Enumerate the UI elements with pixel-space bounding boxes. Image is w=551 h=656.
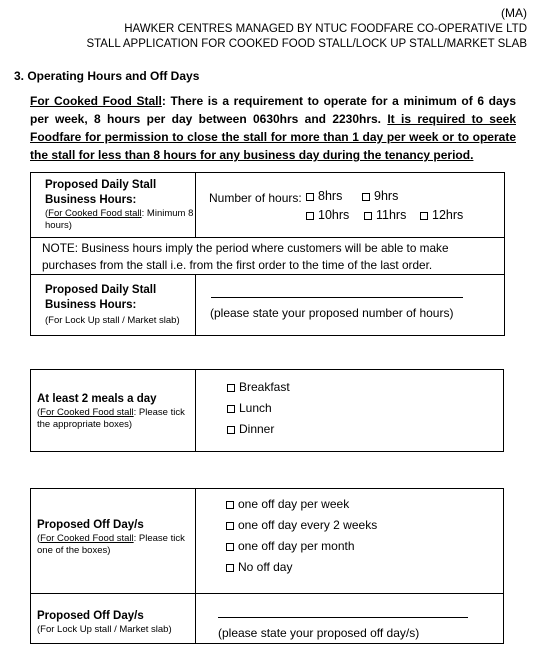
label-line: Business Hours: [45,299,137,311]
option-off-month[interactable]: one off day per month [226,536,503,557]
checkbox[interactable] [362,193,370,201]
business-hours-options-cell [196,173,505,238]
option-lunch[interactable]: Lunch [227,398,503,419]
off-days-label: Proposed Off Day/s [37,610,144,622]
business-hours-table [30,172,505,336]
off-days-table [30,488,504,644]
option-9hrs[interactable]: 9hrs [362,189,398,203]
section-title: 3. Operating Hours and Off Days [14,69,200,83]
document-title: STALL APPLICATION FOR COOKED FOOD STALL/LOCK UP STALL/MARKET SLAB [86,38,527,50]
label-note: (For Cooked Food stall: Please tick the appropriate boxes) [37,407,185,430]
option-off-2-weeks[interactable]: one off day every 2 weeks [226,515,503,536]
checkbox[interactable] [226,501,234,509]
checkbox[interactable] [306,193,314,201]
option-8hrs[interactable]: 8hrs [306,189,342,203]
business-hours-note: NOTE: Business hours imply the period where customers will be able to make purchases from the stall i.e. from the first order to the time of the last order. [31,238,505,275]
off-days-entry-line[interactable] [218,617,468,618]
intro-requirement: It is required to seek Foodfare for permission to close the stall for more than 1 day per week or to operate the stall for less than 8 hours for any business day during the tenancy period. [30,112,516,162]
label-line: Proposed Daily Stall [45,284,157,296]
checkbox[interactable] [227,384,235,392]
section-intro [30,92,516,164]
form-code: (MA) [501,6,527,20]
option-no-off-day[interactable]: No off day [226,557,503,578]
label-line: Business Hours: [45,194,137,206]
label-note: (For Cooked Food stall: Please tick one of the boxes) [37,533,185,556]
intro-lead: For Cooked Food Stall [30,94,162,108]
intro-colon: : [161,94,166,108]
checkbox[interactable] [364,212,372,220]
off-days-label-cell [31,489,196,594]
label-note: (For Cooked Food stall: Minimum 8 hours) [45,208,194,231]
meals-label: At least 2 meals a day [37,393,157,405]
lockup-hours-input-cell [196,275,505,336]
hours-hint: (please state your proposed number of hours) [210,306,454,320]
checkbox[interactable] [227,405,235,413]
label-note: (For Lock Up stall / Market slab) [45,315,180,326]
lockup-off-days-label-cell [31,594,196,644]
off-days-label: Proposed Off Day/s [37,519,144,531]
checkbox[interactable] [226,564,234,572]
hours-entry-line[interactable] [211,297,463,298]
intro-body: There is a requirement to operate for a minimum of 6 days per week, 8 hours per day between 0630hrs and 2230hrs. [30,94,516,126]
option-breakfast[interactable]: Breakfast [227,377,503,398]
checkbox[interactable] [226,543,234,551]
meals-label-cell [31,370,196,452]
organization-name: HAWKER CENTRES MANAGED BY NTUC FOODFARE CO-OPERATIVE LTD [124,23,527,35]
checkbox[interactable] [226,522,234,530]
business-hours-label-cell [31,173,196,238]
option-10hrs[interactable]: 10hrs [306,208,349,222]
checkbox[interactable] [306,212,314,220]
option-12hrs[interactable]: 12hrs [420,208,463,222]
option-11hrs[interactable]: 11hrs [364,208,406,222]
meals-options-cell [196,370,504,452]
label-note: (For Lock Up stall / Market slab) [37,624,172,635]
checkbox[interactable] [420,212,428,220]
option-off-week[interactable]: one off day per week [226,494,503,515]
lockup-off-days-input-cell [196,594,504,644]
checkbox[interactable] [227,426,235,434]
hours-label: Number of hours: [209,191,302,205]
meals-table [30,369,504,452]
lockup-hours-label-cell [31,275,196,336]
label-line: Proposed Daily Stall [45,179,157,191]
option-dinner[interactable]: Dinner [227,419,503,440]
off-days-options-cell [196,489,504,594]
off-days-hint: (please state your proposed off day/s) [218,626,420,640]
